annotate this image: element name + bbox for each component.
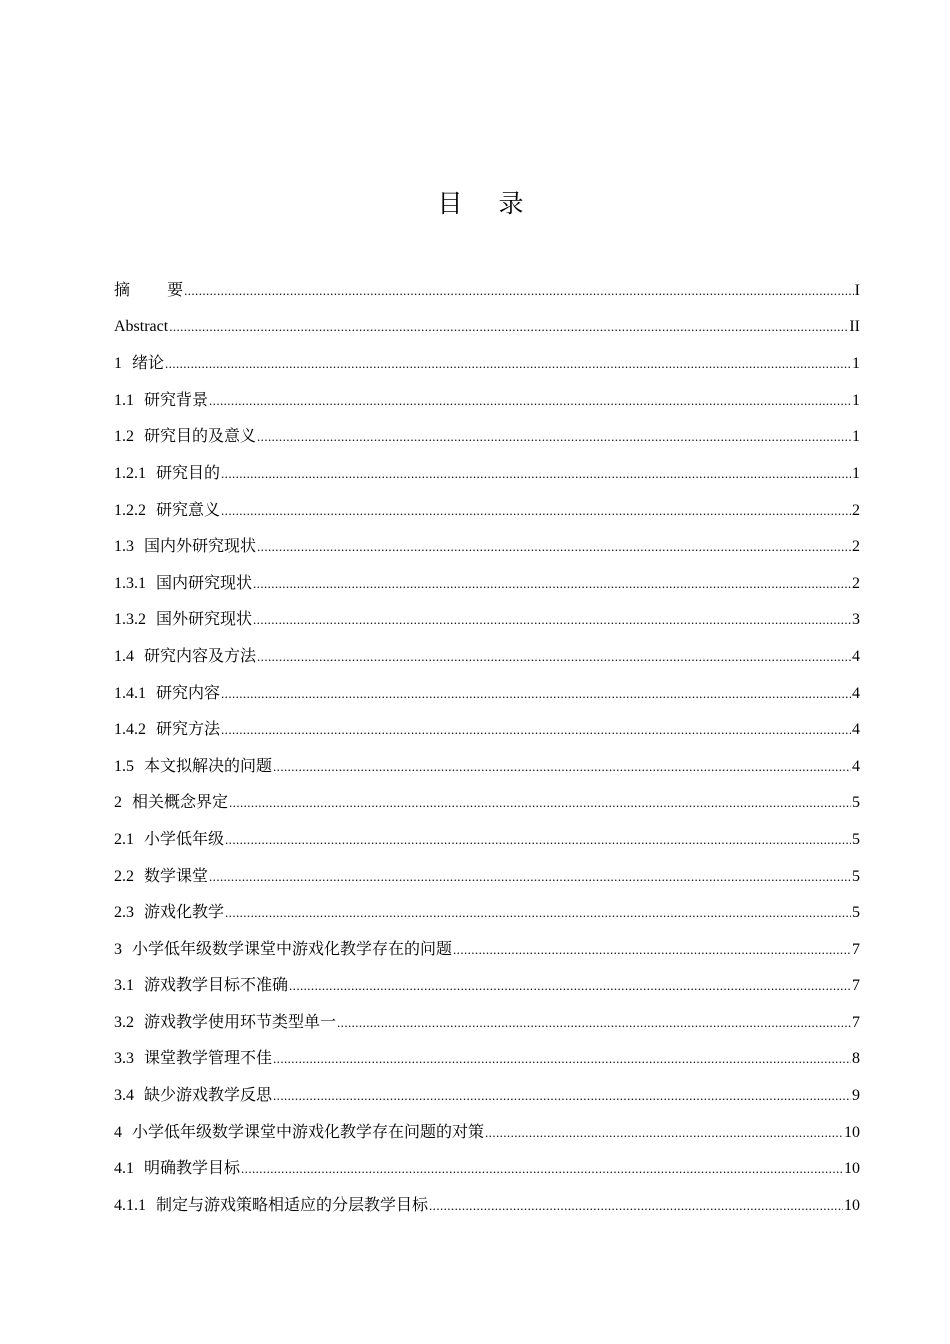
toc-entry-label: 国内外研究现状: [144, 536, 257, 556]
toc-entry-page-number: 5: [852, 904, 860, 922]
toc-entry-page-number: I: [854, 282, 860, 299]
toc-entry-number: 1: [114, 355, 122, 373]
toc-dot-leader: [241, 1151, 843, 1188]
toc-entry-page-number: 1: [852, 428, 860, 446]
toc-entry-page-number: 4: [852, 647, 860, 665]
toc-entry-page-number: 10: [844, 1160, 860, 1178]
toc-entry-number: 1.2: [114, 428, 134, 446]
toc-entry[interactable]: [114, 309, 860, 346]
toc-entry-number: 4.1.1: [114, 1196, 146, 1214]
toc-entry-label: 明确教学目标: [144, 1158, 241, 1178]
toc-entry-number: 3.3: [114, 1050, 134, 1068]
toc-entry-page-number: 1: [852, 355, 860, 373]
toc-entry-page-number: 7: [852, 977, 860, 995]
toc-entry-label: 国内研究现状: [156, 572, 253, 592]
toc-dot-leader: [221, 676, 851, 713]
toc-entry-label: 绪论: [132, 353, 165, 373]
toc-dot-leader: [229, 785, 851, 822]
toc-entry-label: 课堂教学管理不佳: [144, 1048, 273, 1068]
toc-list: [114, 272, 860, 1223]
toc-title: 目 录: [437, 189, 538, 218]
toc-entry[interactable]: [114, 858, 860, 895]
toc-dot-leader: [289, 968, 851, 1005]
toc-entry-label: Abstract: [114, 317, 169, 335]
toc-entry[interactable]: [114, 565, 860, 602]
toc-dot-leader: [221, 712, 851, 749]
toc-entry-page-number: 10: [844, 1123, 860, 1141]
toc-entry-label: 小学低年级数学课堂中游戏化教学存在问题的对策: [132, 1121, 485, 1141]
toc-dot-leader: [337, 1005, 851, 1042]
toc-entry-label: 研究内容及方法: [144, 645, 257, 665]
toc-entry[interactable]: [114, 1114, 860, 1151]
toc-entry[interactable]: [114, 382, 860, 419]
toc-entry[interactable]: [114, 821, 860, 858]
toc-entry-number: 3: [114, 940, 122, 958]
toc-entry[interactable]: [114, 638, 860, 675]
toc-entry-number: 3.1: [114, 977, 134, 995]
toc-entry-label: 制定与游戏策略相适应的分层教学目标: [156, 1194, 429, 1214]
toc-entry-number: 3.4: [114, 1087, 134, 1105]
toc-dot-leader: [184, 273, 854, 310]
toc-entry-page-number: 1: [852, 464, 860, 482]
toc-entry-page-number: 7: [852, 940, 860, 958]
toc-entry-page-number: 2: [852, 538, 860, 556]
toc-entry-page-number: II: [849, 317, 860, 335]
toc-entry-number: 1.3.1: [114, 574, 146, 592]
toc-entry[interactable]: [114, 418, 860, 455]
toc-entry-label: 摘 要: [114, 280, 200, 299]
toc-entry-number: 3.2: [114, 1013, 134, 1031]
toc-dot-leader: [209, 859, 851, 896]
toc-dot-leader: [165, 346, 851, 383]
toc-entry[interactable]: [114, 1077, 860, 1114]
toc-dot-leader: [257, 529, 851, 566]
toc-entry[interactable]: [114, 528, 860, 565]
toc-entry[interactable]: [114, 492, 860, 529]
toc-entry-number: 1.2.2: [114, 501, 146, 519]
toc-entry-number: 4: [114, 1123, 122, 1141]
toc-entry-label: 游戏教学目标不准确: [144, 975, 289, 995]
toc-entry-page-number: 4: [852, 684, 860, 702]
toc-entry-label: 缺少游戏教学反思: [144, 1085, 273, 1105]
toc-entry-page-number: 2: [852, 501, 860, 519]
toc-entry-page-number: 4: [852, 721, 860, 739]
toc-entry-number: 1.1: [114, 391, 134, 409]
toc-entry-page-number: 9: [852, 1087, 860, 1105]
toc-dot-leader: [209, 383, 851, 420]
toc-entry-number: 1.2.1: [114, 464, 146, 482]
toc-entry[interactable]: [114, 748, 860, 785]
toc-dot-leader: [221, 456, 851, 493]
toc-entry-page-number: 8: [852, 1050, 860, 1068]
toc-dot-leader: [273, 1041, 851, 1078]
toc-entry-label: 国外研究现状: [156, 609, 253, 629]
toc-entry[interactable]: [114, 967, 860, 1004]
toc-entry-number: 1.4: [114, 647, 134, 665]
toc-dot-leader: [273, 1078, 851, 1115]
toc-entry-page-number: 4: [852, 757, 860, 775]
toc-entry-page-number: 5: [852, 867, 860, 885]
toc-entry[interactable]: [114, 601, 860, 638]
toc-entry-label: 研究背景: [144, 389, 209, 409]
toc-dot-leader: [225, 822, 851, 859]
toc-entry-page-number: 1: [852, 391, 860, 409]
toc-entry-label: 本文拟解决的问题: [144, 755, 273, 775]
toc-entry-label: 小学低年级: [144, 828, 225, 848]
toc-entry-page-number: 3: [852, 611, 860, 629]
toc-entry-page-number: 5: [852, 830, 860, 848]
toc-entry-number: 1.3: [114, 538, 134, 556]
toc-entry-label: 相关概念界定: [132, 792, 229, 812]
toc-dot-leader: [221, 493, 851, 530]
toc-entry-label: 研究目的: [156, 462, 221, 482]
toc-dot-leader: [273, 749, 851, 786]
toc-dot-leader: [453, 932, 851, 969]
toc-dot-leader: [225, 895, 851, 932]
toc-dot-leader: [169, 309, 848, 346]
toc-entry[interactable]: [114, 675, 860, 712]
toc-entry[interactable]: [114, 345, 860, 382]
toc-dot-leader: [485, 1115, 843, 1152]
toc-entry-number: 2.1: [114, 830, 134, 848]
toc-entry-label: 数学课堂: [144, 865, 209, 885]
toc-entry[interactable]: [114, 1040, 860, 1077]
toc-entry[interactable]: [114, 931, 860, 968]
toc-entry-page-number: 5: [852, 794, 860, 812]
toc-dot-leader: [253, 566, 851, 603]
toc-entry-number: 4.1: [114, 1160, 134, 1178]
toc-entry-label: 小学低年级数学课堂中游戏化教学存在的问题: [132, 938, 453, 958]
toc-entry-number: 1.4.2: [114, 721, 146, 739]
toc-entry-page-number: 2: [852, 574, 860, 592]
toc-entry-label: 游戏教学使用环节类型单一: [144, 1011, 337, 1031]
toc-entry-label: 游戏化教学: [144, 902, 225, 922]
toc-entry-label: 研究目的及意义: [144, 426, 257, 446]
toc-entry[interactable]: [114, 272, 860, 309]
toc-entry[interactable]: [114, 711, 860, 748]
toc-dot-leader: [257, 419, 851, 456]
toc-entry-number: 2: [114, 794, 122, 812]
toc-entry[interactable]: [114, 784, 860, 821]
toc-entry-number: 2.2: [114, 867, 134, 885]
toc-entry[interactable]: [114, 455, 860, 492]
toc-entry-number: 1.3.2: [114, 611, 146, 629]
toc-entry-number: 1.4.1: [114, 684, 146, 702]
toc-entry-number: 2.3: [114, 904, 134, 922]
toc-entry[interactable]: [114, 1150, 860, 1187]
toc-dot-leader: [253, 602, 851, 639]
toc-entry-page-number: 10: [844, 1196, 860, 1214]
toc-dot-leader: [429, 1188, 843, 1225]
toc-entry[interactable]: [114, 1004, 860, 1041]
toc-entry-label: 研究内容: [156, 682, 221, 702]
toc-entry-page-number: 7: [852, 1013, 860, 1031]
toc-entry[interactable]: [114, 894, 860, 931]
toc-entry-label: 研究意义: [156, 499, 221, 519]
toc-entry[interactable]: [114, 1187, 860, 1224]
toc-dot-leader: [257, 639, 851, 676]
toc-entry-number: 1.5: [114, 757, 134, 775]
toc-entry-label: 研究方法: [156, 719, 221, 739]
